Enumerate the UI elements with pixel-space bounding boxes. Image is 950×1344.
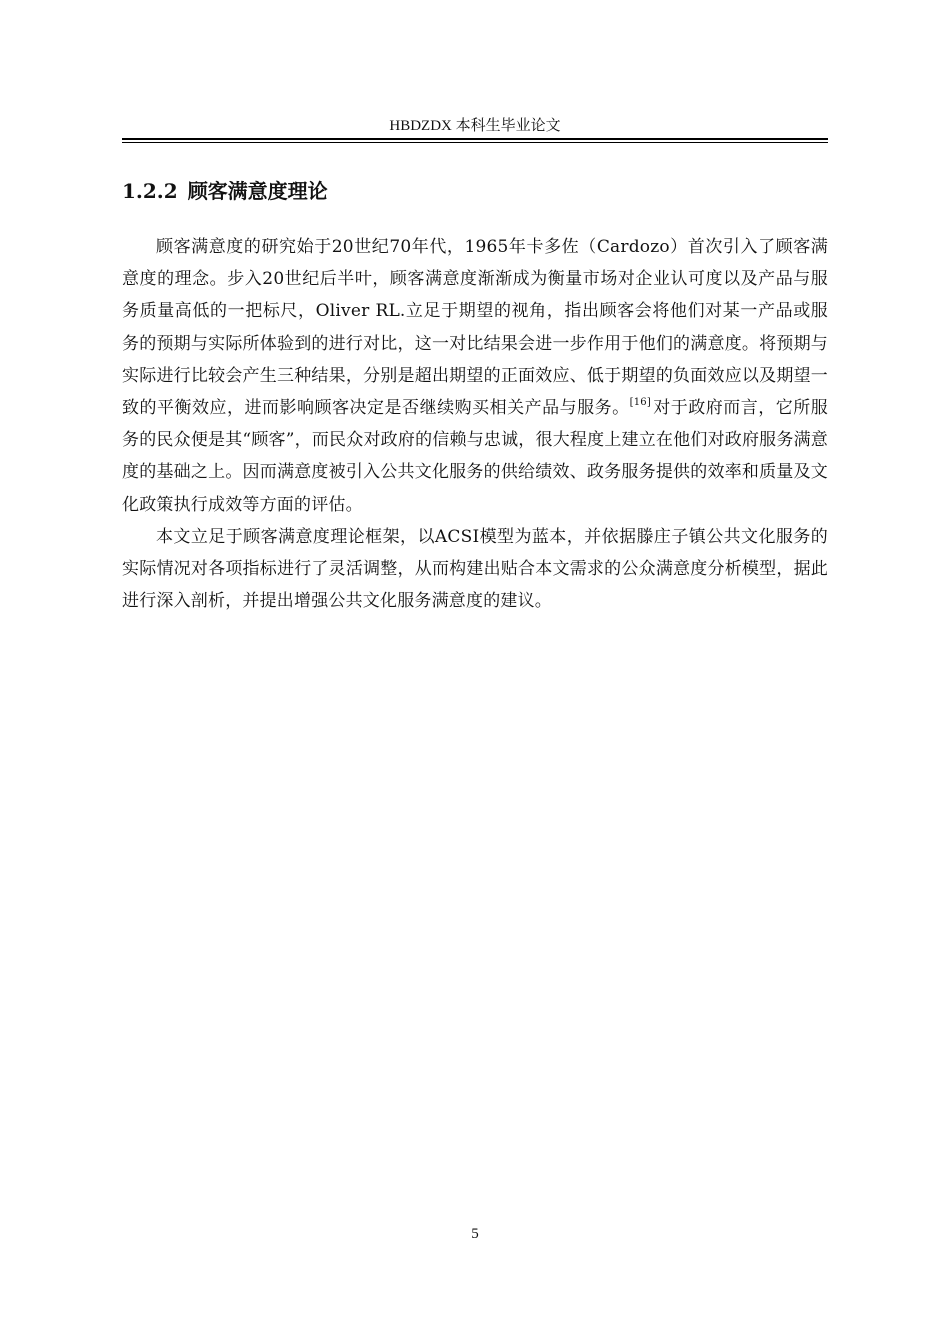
body-text	[122, 231, 828, 617]
page-number: 5	[471, 1226, 479, 1242]
header-rule	[122, 138, 828, 140]
paragraph-1-text-b: 对于政府而言，它所服务的民众便是其“顾客”，而民众对政府的信赖与忠诚，很大程度上建立在他们对政府服务满意度的基础之上。因而满意度被引入公共文化服务的供给绩效、政务服务提供的效率和质量及文化政策执行成效等方面的评估。	[122, 398, 828, 515]
paragraph-1	[122, 231, 828, 521]
citation-marker: [16]	[629, 397, 651, 409]
section-heading	[122, 176, 828, 206]
paragraph-1-text-a: 顾客满意度的研究始于20世纪70年代，1965年卡多佐（Cardozo）首次引入了顾客满意度的理念。步入20世纪后半叶，顾客满意度渐渐成为衡量市场对企业认可度以及产品与服务质量高低的一把标尺，Oliver RL.立足于期望的视角，指出顾客会将他们对某一产品或服务的预期与实际所体验到的进行对比，这一对比结果会进一步作用于他们的满意度。将预期与实际进行比较会产生三种结果，分别是超出期望的正面效应、低于期望的负面效应以及期望一致的平衡效应，进而影响顾客决定是否继续购买相关产品与服务。	[122, 237, 828, 419]
section-title: 顾客满意度理论	[187, 179, 328, 203]
paragraph-2: 本文立足于顾客满意度理论框架，以ACSI模型为蓝本，并依据滕庄子镇公共文化服务的实际情况对各项指标进行了灵活调整，从而构建出贴合本文需求的公众满意度分析模型，据此进行深入剖析，并提出增强公共文化服务满意度的建议。	[122, 526, 828, 612]
page-header: HBDZDX 本科生毕业论文	[389, 118, 561, 134]
header-rule-thin	[122, 142, 828, 143]
section-number: 1.2.2	[122, 179, 178, 203]
